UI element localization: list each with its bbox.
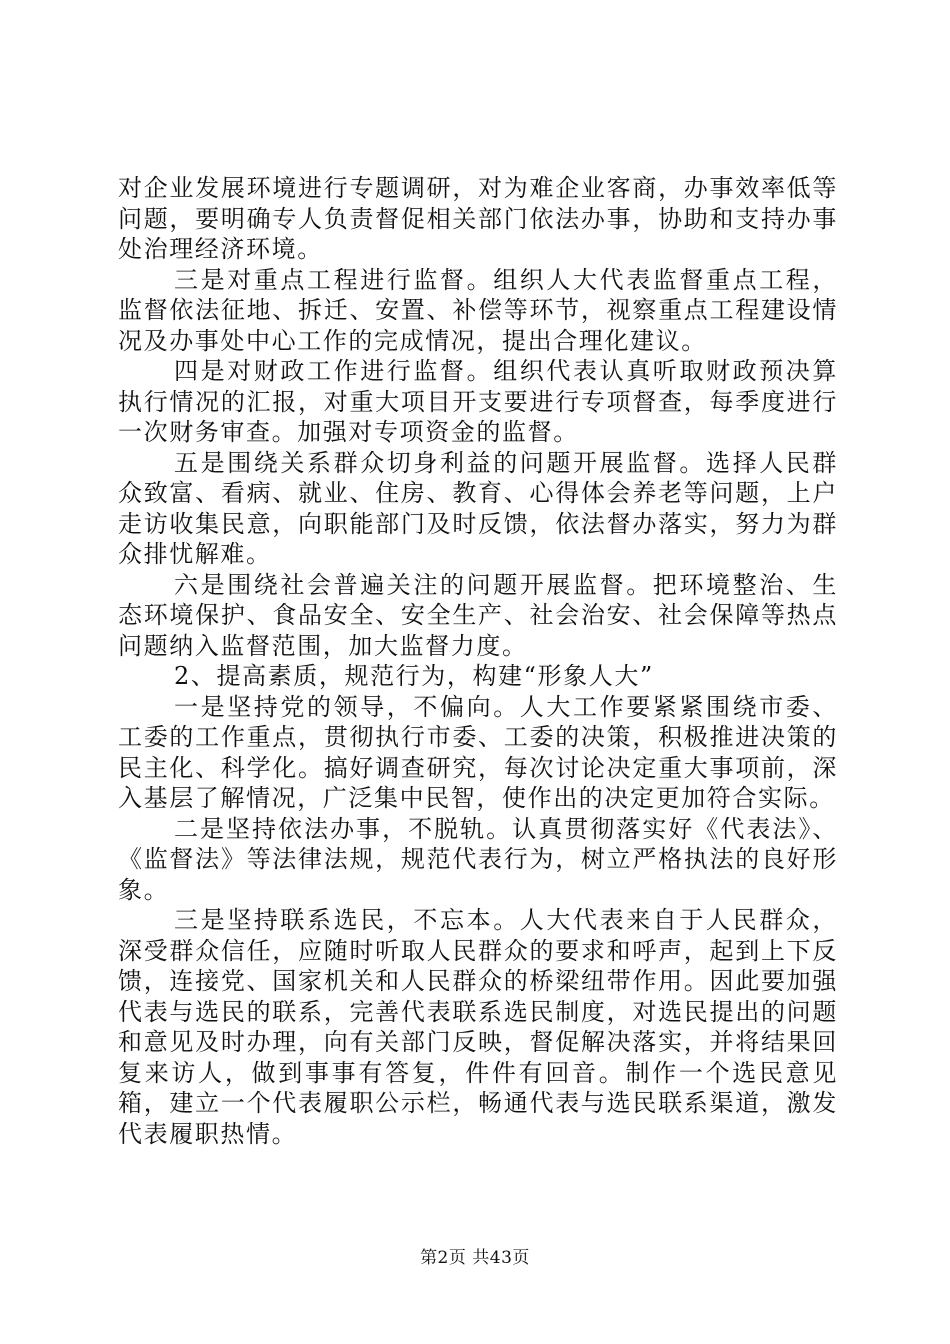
paragraph-voter-contact: 三是坚持联系选民，不忘本。人大代表来自于人民群众，深受群众信任，应随时听取人民群众的要求和呼声，起到上下反馈，连接党、国家机关和人民群众的桥梁纽带作用。因此要加强代表与选民的联系，完善代表联系选民制度，对选民提出的问题和意见及时办理，向有关部门反映，督促解决落实，并将结果回复来访人，做到事事有答复，件件有回音。制作一个选民意见箱，建立一个代表履职公示栏，畅通代表与选民联系渠道，激发代表履职热情。 bbox=[118, 906, 838, 1148]
paragraph-party-leadership: 一是坚持党的领导，不偏向。人大工作要紧紧围绕市委、工委的工作重点，贯彻执行市委、工委的决策，积极推进决策的民主化、科学化。搞好调查研究，每次讨论决定重大事项前，深入基层了解情况，广泛集中民智，使作出的决定更加符合实际。 bbox=[118, 692, 838, 812]
paragraph-key-projects: 三是对重点工程进行监督。组织人大代表监督重点工程，监督依法征地、拆迁、安置、补偿等环节，视察重点工程建设情况及办事处中心工作的完成情况，提出合理化建议。 bbox=[118, 265, 838, 355]
page-number-footer: 第2页 共43页 bbox=[420, 1248, 530, 1268]
paragraph-social-concerns: 六是围绕社会普遍关注的问题开展监督。把环境整治、生态环境保护、食品安全、安全生产、社会治安、社会保障等热点问题纳入监督范围，加大监督力度。 bbox=[118, 570, 838, 660]
paragraph-public-interest: 五是围绕关系群众切身利益的问题开展监督。选择人民群众致富、看病、就业、住房、教育、心得体会养老等问题，上户走访收集民意，向职能部门及时反馈，依法督办落实，努力为群众排忧解难。 bbox=[118, 448, 838, 568]
section-heading: 2、提高素质，规范行为，构建“形象人大” bbox=[174, 662, 654, 690]
document-body bbox=[118, 173, 838, 1149]
paragraph-rule-of-law: 二是坚持依法办事，不脱轨。认真贯彻落实好《代表法》、《监督法》等法律法规，规范代表行为，树立严格执法的良好形象。 bbox=[118, 814, 838, 904]
paragraph-continuation: 对企业发展环境进行专题调研，对为难企业客商，办事效率低等问题，要明确专人负责督促相关部门依法办事，协助和支持办事处治理经济环境。 bbox=[118, 174, 838, 263]
paragraph-finance: 四是对财政工作进行监督。组织代表认真听取财政预决算执行情况的汇报，对重大项目开支要进行专项督查，每季度进行一次财务审查。加强对专项资金的监督。 bbox=[118, 357, 838, 446]
